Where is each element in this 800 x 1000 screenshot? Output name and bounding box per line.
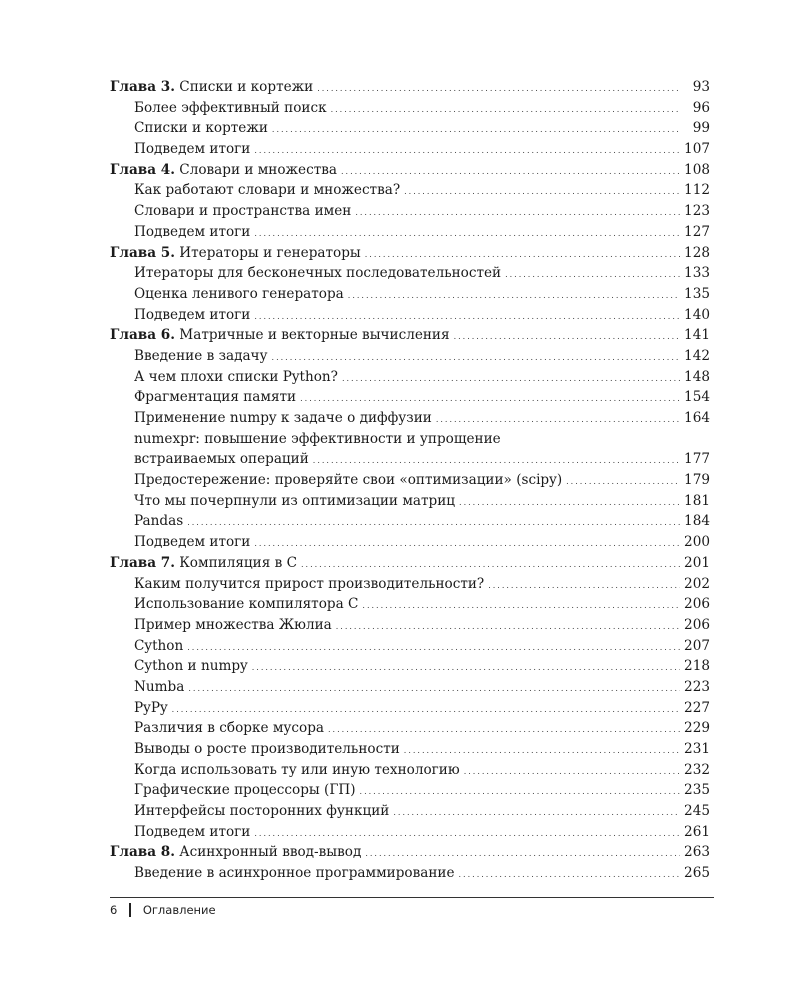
toc-entry-title <box>134 263 501 284</box>
dot-leader <box>436 410 680 431</box>
toc-chapter-entry[interactable] <box>110 553 710 574</box>
dot-leader <box>252 658 680 679</box>
toc-entry-title <box>134 118 268 139</box>
entry-text: Подведем итоги <box>134 823 251 840</box>
toc-section-entry[interactable] <box>110 387 710 408</box>
dot-leader <box>365 844 680 865</box>
entry-text: Использование компилятора C <box>134 596 359 613</box>
dot-leader <box>404 741 680 762</box>
dot-leader <box>272 348 680 369</box>
toc-entry-title <box>134 574 484 595</box>
toc-section-entry[interactable] <box>110 615 710 636</box>
dot-leader <box>300 389 680 410</box>
toc-entry-title <box>110 77 313 98</box>
running-title: Оглавление <box>142 903 216 917</box>
toc-entry-title <box>134 449 309 470</box>
toc-page-number: 231 <box>684 741 710 757</box>
toc-page-number: 112 <box>684 182 710 199</box>
toc-section-entry[interactable] <box>110 118 710 139</box>
entry-text: А чем плохи списки Python? <box>134 368 338 385</box>
toc-page-number: 245 <box>684 803 710 820</box>
chapter-number: Глава 7. <box>110 554 175 571</box>
dot-leader <box>488 576 680 597</box>
toc-page-number: 135 <box>684 285 710 302</box>
toc-section-entry[interactable] <box>110 284 710 305</box>
toc-entry-title <box>134 698 168 719</box>
toc-section-entry[interactable] <box>110 677 710 698</box>
toc-entry-title <box>134 863 455 884</box>
toc-section-entry[interactable] <box>110 222 710 243</box>
toc-entry-title <box>134 822 250 843</box>
dot-leader <box>187 638 680 659</box>
toc-entry-title <box>134 139 250 160</box>
entry-text: Когда использовать ту или иную технологию <box>134 761 460 778</box>
toc-chapter-entry[interactable] <box>110 325 710 346</box>
dot-leader <box>404 182 680 203</box>
toc-section-entry[interactable] <box>110 574 710 595</box>
toc-entry-title <box>134 284 344 305</box>
toc-section-entry[interactable] <box>110 760 710 781</box>
toc-chapter-entry[interactable] <box>110 77 710 98</box>
toc-entry-title <box>134 201 351 222</box>
toc-entry-title <box>134 429 501 450</box>
entry-text: Итераторы для бесконечных последовательностей <box>134 265 502 282</box>
dot-leader <box>342 369 680 390</box>
toc-chapter-entry[interactable] <box>110 842 710 863</box>
toc-page-number: 108 <box>684 161 710 178</box>
toc-entry-title <box>134 739 400 760</box>
entry-text: Пример множества Жюлиа <box>134 616 332 633</box>
toc-section-entry[interactable] <box>110 801 710 822</box>
entry-text: Компиляция в C <box>174 554 297 571</box>
entry-text: встраиваемых операций <box>134 451 309 468</box>
toc-section-entry[interactable] <box>110 739 710 760</box>
entry-text: Numba <box>134 678 185 695</box>
toc-section-entry[interactable] <box>110 367 710 388</box>
toc-entry-title <box>134 367 338 388</box>
dot-leader <box>254 307 680 328</box>
toc-entry-title <box>134 470 562 491</box>
toc-section-entry[interactable] <box>110 636 710 657</box>
chapter-number: Глава 4. <box>110 161 175 178</box>
entry-text: Матричные и векторные вычисления <box>174 327 450 344</box>
dot-leader <box>459 493 680 514</box>
toc-section-entry[interactable] <box>110 780 710 801</box>
toc-entry-title <box>110 160 337 181</box>
toc-page-number: 223 <box>684 678 710 695</box>
toc-entry-title <box>134 511 183 532</box>
toc-entry-title <box>134 615 332 636</box>
toc-section-entry[interactable] <box>110 180 710 201</box>
entry-text: Введение в задачу <box>134 347 268 364</box>
entry-text: Оценка ленивого генератора <box>134 285 344 302</box>
toc-section-entry[interactable] <box>110 139 710 160</box>
toc-page-number: 235 <box>684 782 710 799</box>
toc-page-number: 107 <box>684 141 710 158</box>
toc-section-entry[interactable] <box>110 98 710 119</box>
toc-entry-title <box>134 760 460 781</box>
toc-section-entry[interactable] <box>110 511 710 532</box>
entry-text: Словари и пространства имен <box>134 203 352 220</box>
entry-text: Списки и кортежи <box>134 120 268 137</box>
entry-text: Подведем итоги <box>134 534 251 551</box>
toc-entry-title <box>134 780 356 801</box>
toc-entry-title <box>134 346 268 367</box>
toc-chapter-entry[interactable] <box>110 160 710 181</box>
entry-text: Интерфейсы посторонних функций <box>134 803 390 820</box>
toc-section-entry[interactable] <box>110 429 710 450</box>
toc-page-number: 184 <box>684 513 710 530</box>
toc-section-entry[interactable] <box>110 263 710 284</box>
toc-page-number: 265 <box>684 865 710 882</box>
toc-section-entry[interactable] <box>110 201 710 222</box>
entry-text: Введение в асинхронное программирование <box>134 865 455 882</box>
entry-text: Графические процессоры (ГП) <box>134 782 356 799</box>
entry-text: Асинхронный ввод-вывод <box>174 844 362 861</box>
entry-text: Различия в сборке мусора <box>134 720 325 737</box>
toc-entry-title <box>134 594 358 615</box>
dot-leader <box>254 824 680 845</box>
dot-leader <box>188 679 680 700</box>
toc-page-number: 99 <box>692 120 710 137</box>
toc-chapter-entry[interactable] <box>110 243 710 264</box>
dot-leader <box>187 513 680 534</box>
toc-section-entry[interactable] <box>110 346 710 367</box>
toc-page-number: 154 <box>684 389 710 406</box>
dot-leader <box>254 224 680 245</box>
toc-section-entry[interactable] <box>110 532 710 553</box>
toc-entry-title <box>134 180 400 201</box>
toc-page-number: 164 <box>684 410 710 426</box>
chapter-number: Глава 3. <box>110 79 175 95</box>
entry-text: numexpr: повышение эффективности и упрощение <box>134 430 501 447</box>
toc-entry-title <box>110 325 450 346</box>
dot-leader <box>313 451 680 472</box>
toc-page-number: 179 <box>684 472 710 489</box>
dot-leader <box>393 803 680 824</box>
toc-section-entry[interactable] <box>110 408 710 429</box>
dot-leader <box>301 555 680 576</box>
toc-entry-title <box>134 801 389 822</box>
toc-entry-title <box>110 243 361 264</box>
dot-leader <box>348 286 680 307</box>
toc-page-number: 207 <box>684 637 710 654</box>
toc-page-number: 148 <box>684 368 710 385</box>
toc-page-number: 206 <box>684 596 710 613</box>
dot-leader <box>172 700 680 721</box>
toc-entry-title <box>134 387 296 408</box>
entry-text: Более эффективный поиск <box>134 99 327 116</box>
entry-text: Подведем итоги <box>134 141 251 158</box>
toc-entry-title <box>134 656 248 677</box>
toc-page-number: 96 <box>692 99 710 116</box>
footer-separator <box>129 903 131 917</box>
dot-leader <box>331 100 680 121</box>
chapter-number: Глава 5. <box>110 244 175 261</box>
toc-page-number: 181 <box>684 492 710 509</box>
entry-text: Предостережение: проверяйте свои «оптимизации» (scipy) <box>134 472 563 489</box>
entry-text: Подведем итоги <box>134 306 251 323</box>
toc-section-entry[interactable] <box>110 718 710 739</box>
entry-text: Cython <box>134 637 184 654</box>
toc-page-number: 206 <box>684 616 710 633</box>
entry-text: Каким получится прирост производительности? <box>134 575 485 592</box>
toc-section-entry[interactable] <box>110 863 710 884</box>
page-footer <box>110 903 216 917</box>
toc-page-number: 133 <box>684 265 710 282</box>
toc-section-entry[interactable] <box>110 822 710 843</box>
dot-leader <box>355 203 680 224</box>
toc-page-number: 232 <box>684 761 710 778</box>
toc-page-number: 261 <box>684 823 710 840</box>
entry-text: PyPy <box>134 699 168 716</box>
dot-leader <box>459 865 680 886</box>
dot-leader <box>360 782 680 803</box>
toc-page-number: 177 <box>684 451 710 468</box>
toc-page-number: 140 <box>684 306 710 323</box>
entry-text: Cython и numpy <box>134 658 248 675</box>
toc-section-entry[interactable] <box>110 470 710 491</box>
toc-entry-title <box>134 532 250 553</box>
toc-entry-title <box>134 98 327 119</box>
toc-page-number: 127 <box>684 223 710 240</box>
toc-entry-title <box>134 636 183 657</box>
toc-page-number: 141 <box>684 327 710 344</box>
toc-section-entry[interactable] <box>110 594 710 615</box>
dot-leader <box>464 762 680 783</box>
dot-leader <box>272 120 680 141</box>
entry-text: Итераторы и генераторы <box>174 244 361 261</box>
dot-leader <box>566 472 680 493</box>
toc-page-number: 142 <box>684 347 710 364</box>
dot-leader <box>505 265 680 286</box>
toc-section-entry[interactable] <box>110 656 710 677</box>
toc-section-entry[interactable] <box>110 305 710 326</box>
dot-leader <box>254 534 680 555</box>
entry-text: Что мы почерпнули из оптимизации матриц <box>134 492 456 509</box>
footer-divider <box>110 897 714 898</box>
toc-page-number: 218 <box>684 658 710 675</box>
toc-page-number: 123 <box>684 203 710 220</box>
dot-leader <box>254 141 680 162</box>
table-of-contents <box>110 77 710 884</box>
toc-entry-title <box>110 553 297 574</box>
toc-page-number: 229 <box>684 720 710 737</box>
toc-entry-title <box>110 842 361 863</box>
entry-text: Выводы о росте производительности <box>134 741 400 757</box>
entry-text: Подведем итоги <box>134 223 251 240</box>
dot-leader <box>362 596 680 617</box>
toc-page-number: 202 <box>684 575 710 592</box>
dot-leader <box>454 327 680 348</box>
entry-text: Словари и множества <box>174 161 337 178</box>
toc-page-number: 93 <box>692 79 710 95</box>
toc-entry-title <box>134 305 250 326</box>
entry-text: Списки и кортежи <box>174 79 314 95</box>
entry-text: Как работают словари и множества? <box>134 182 401 199</box>
toc-entry-title <box>134 677 184 698</box>
entry-text: Фрагментация памяти <box>134 389 297 406</box>
entry-text: Pandas <box>134 513 184 530</box>
toc-section-entry[interactable] <box>110 449 710 470</box>
toc-page-number: 200 <box>684 534 710 551</box>
chapter-number: Глава 6. <box>110 327 175 344</box>
dot-leader <box>341 162 680 183</box>
toc-page-number: 227 <box>684 699 710 716</box>
toc-section-entry[interactable] <box>110 491 710 512</box>
toc-entry-title <box>134 491 455 512</box>
toc-section-entry[interactable] <box>110 698 710 719</box>
toc-entry-title <box>134 408 432 429</box>
dot-leader <box>317 79 680 100</box>
entry-text: Применение numpy к задаче о диффузии <box>134 410 432 426</box>
toc-entry-title <box>134 718 324 739</box>
toc-page-number: 263 <box>684 844 710 861</box>
toc-entry-title <box>134 222 250 243</box>
dot-leader <box>328 720 680 741</box>
dot-leader <box>336 617 680 638</box>
toc-page-number: 201 <box>684 554 710 571</box>
toc-page-number: 128 <box>684 244 710 261</box>
page-number: 6 <box>110 903 118 917</box>
chapter-number: Глава 8. <box>110 844 175 861</box>
dot-leader <box>365 245 680 266</box>
